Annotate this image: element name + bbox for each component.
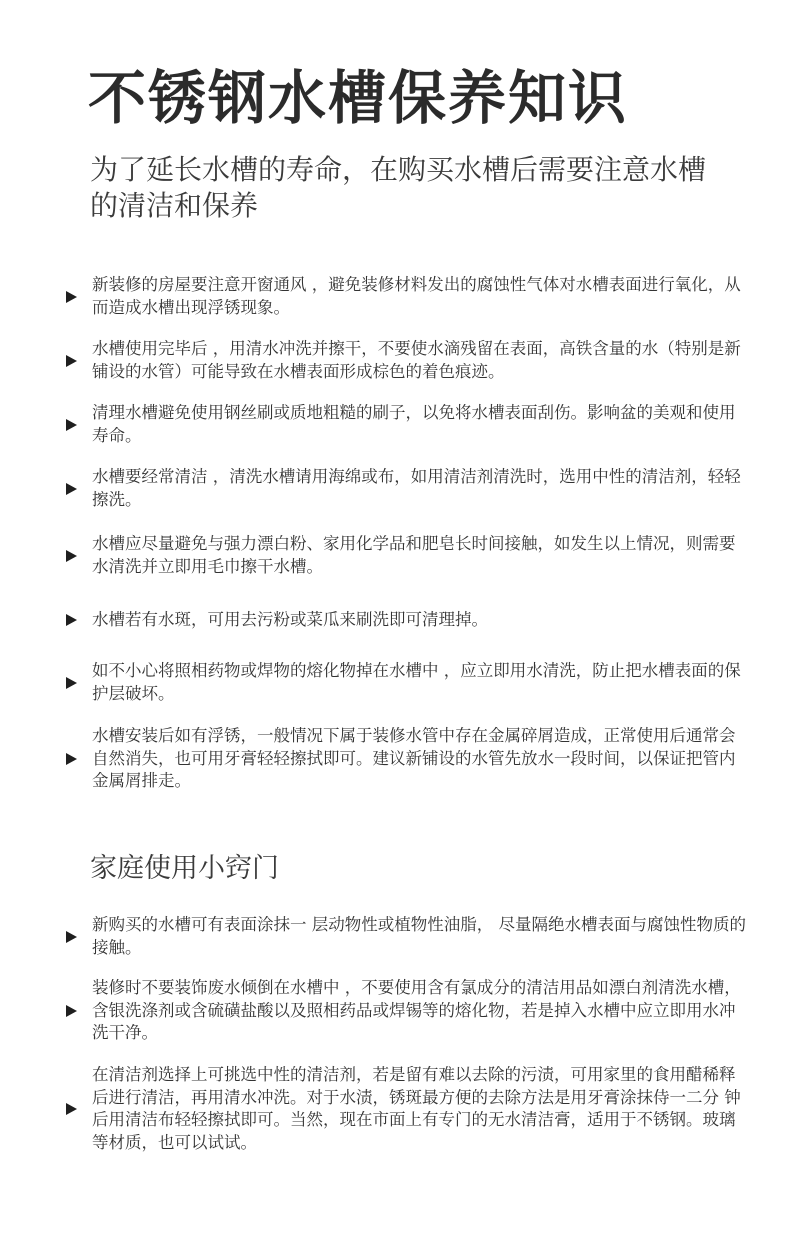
list-item-text: 水槽要经常清洁 ，清洗水槽请用海绵或布，如用清洁剂清洗时，选用中性的清洁剂，轻轻擦洗。: [92, 467, 741, 509]
list-item: [66, 338, 746, 383]
list-item: [66, 466, 746, 511]
list-item-text: 清理水槽避免使用钢丝刷或质地粗糙的刷子，以免将水槽表面刮伤。影响盆的美观和使用寿命。: [92, 403, 736, 445]
list-item-text: 新购买的水槽可有表面涂抹一 层动物性或植物性油脂， 尽量隔绝水槽表面与腐蚀性物质的接触。: [92, 915, 746, 957]
list-item-text: 新装修的房屋要注意开窗通风 ，避免装修材料发出的腐蚀性气体对水槽表面进行氧化，从而造成水槽出现浮锈现象。: [92, 275, 741, 317]
triangle-bullet-icon: [66, 355, 77, 367]
page-subtitle: 为了延长水槽的寿命，在购买水槽后需要注意水槽的清洁和保养: [90, 153, 707, 222]
triangle-bullet-icon: [66, 753, 77, 765]
list-item: [66, 977, 746, 1045]
triangle-bullet-icon: [66, 291, 77, 303]
section-heading-home-tips: 家庭使用小窍门: [90, 853, 279, 884]
list-item-text: 水槽使用完毕后 ，用清水冲洗并擦干，不要使水滴残留在表面，高铁含量的水（特别是新铺设的水管）可能导致在水槽表面形成棕色的着色痕迹。: [92, 339, 741, 381]
triangle-bullet-icon: [66, 677, 77, 689]
list-item: [66, 725, 746, 793]
triangle-bullet-icon: [66, 483, 77, 495]
list-item-text: 水槽应尽量避免与强力漂白粉、家用化学品和肥皂长时间接触，如发生以上情况，则需要水清洗并立即用毛巾擦干水槽。: [92, 534, 736, 576]
list-item-text: 水槽安装后如有浮锈，一般情况下属于装修水管中存在金属碎屑造成，正常使用后通常会自然消失，也可用牙膏轻轻擦拭即可。建议新铺设的水管先放水一段时间，以保证把管内金属屑排走。: [92, 726, 736, 790]
triangle-bullet-icon: [66, 1005, 77, 1017]
page-title: 不锈钢水槽保养知识: [88, 64, 629, 132]
list-item: [66, 533, 746, 578]
triangle-bullet-icon: [66, 419, 77, 431]
list-item: [66, 914, 746, 959]
triangle-bullet-icon: [66, 1103, 77, 1115]
list-item-text: 如不小心将照相药物或焊物的熔化物掉在水槽中 ，应立即用水清洗，防止把水槽表面的保护层破坏。: [92, 661, 741, 703]
list-item: [66, 402, 746, 447]
triangle-bullet-icon: [66, 614, 77, 626]
list-item: [66, 1064, 746, 1154]
triangle-bullet-icon: [66, 931, 77, 943]
list-item: [66, 609, 746, 632]
list-item-text: 水槽若有水斑，可用去污粉或菜瓜来刷洗即可清理掉。: [92, 610, 488, 629]
list-item: [66, 660, 746, 705]
list-item-text: 装修时不要装饰废水倾倒在水槽中 ，不要使用含有氯成分的清洁用品如漂白剂清洗水槽，含银洗涤剂或含硫磺盐酸以及照相药品或焊锡等的熔化物，若是掉入水槽中应立即用水冲洗干净。: [92, 978, 741, 1042]
triangle-bullet-icon: [66, 550, 77, 562]
list-item-text: 在清洁剂选择上可挑选中性的清洁剂，若是留有难以去除的污渍，可用家里的食用醋稀释后进行清洁，再用清水冲洗。对于水渍，锈斑最方便的去除方法是用牙膏涂抹侍一二分 钟后用清洁布轻轻擦拭即可。当然，现在市面上有专门的无水清洁膏，适用于不锈钢。玻璃等材质，也可以试试。: [92, 1065, 741, 1152]
list-item: [66, 274, 746, 319]
